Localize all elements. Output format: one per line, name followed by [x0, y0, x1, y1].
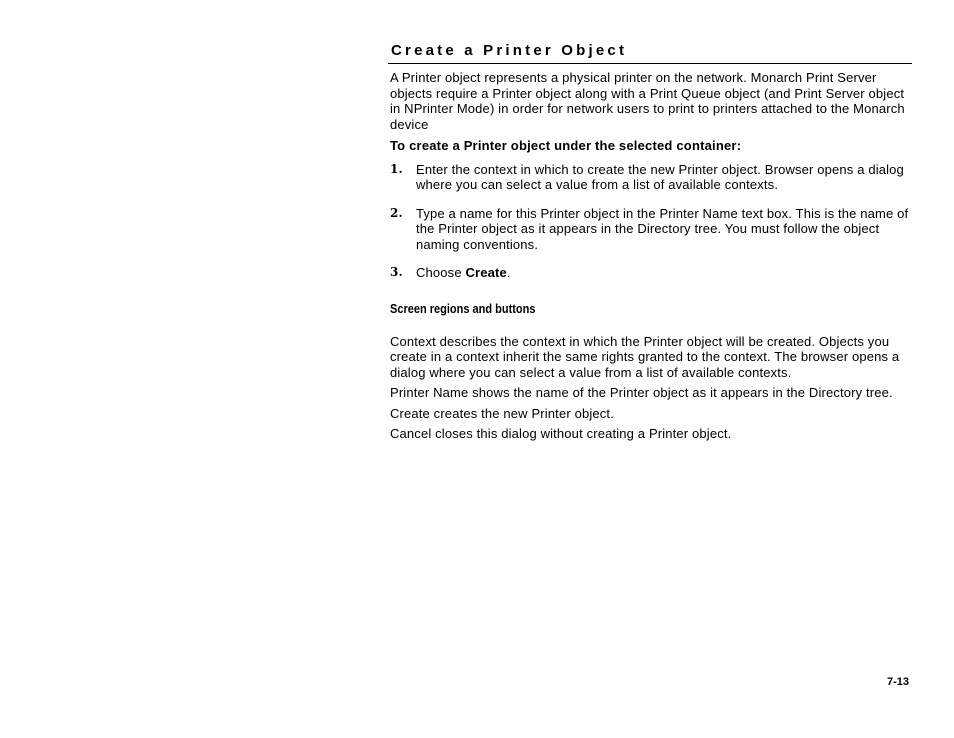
- step-item: [390, 265, 912, 281]
- screen-regions-list: [390, 334, 912, 442]
- region-description: Context describes the context in which the Printer object will be created. Objects you create in a context inherit the same rights granted to the context. The browser opens a dialog where you can select a value from a list of available contexts.: [390, 333, 900, 380]
- step-item: [390, 206, 912, 253]
- page-number: 7-13: [887, 676, 910, 688]
- step-item: [390, 162, 912, 193]
- step-text: Enter the context in which to create the new Printer object. Browser opens a dialog where you can select a value from a list of available contexts.: [416, 161, 904, 192]
- step-text-after: .: [506, 265, 511, 280]
- step-text: Type a name for this Printer object in the Printer Name text box. This is the name of the Printer object as it appears in the Directory tree. You must follow the object naming conventions.: [416, 205, 909, 252]
- step-text-bold: Create: [465, 265, 507, 280]
- region-description: Cancel closes this dialog without creating a Printer object.: [390, 426, 732, 441]
- procedure-steps: [390, 162, 912, 281]
- step-number: 3.: [390, 265, 403, 279]
- region-description: Create creates the new Printer object.: [390, 405, 614, 421]
- step-text-before: Choose: [416, 265, 466, 280]
- title-rule: [388, 63, 912, 64]
- procedure-heading: To create a Printer object under the selected container:: [390, 138, 742, 153]
- region-description: Printer Name shows the name of the Printer object as it appears in the Directory tree.: [390, 385, 893, 400]
- step-number: 2.: [390, 205, 403, 220]
- page-content: [390, 42, 912, 442]
- step-number: 1.: [390, 161, 403, 176]
- intro-paragraph: A Printer object represents a physical printer on the network. Monarch Print Server objects require a Printer object along with a Print Queue object (and Print Server object in NPrinter Mode) in order for network users to print to printers attached to the Monarch device: [390, 70, 905, 132]
- screen-regions-heading: Screen regions and buttons: [390, 301, 536, 316]
- section-title: Create a Printer Object: [391, 42, 628, 59]
